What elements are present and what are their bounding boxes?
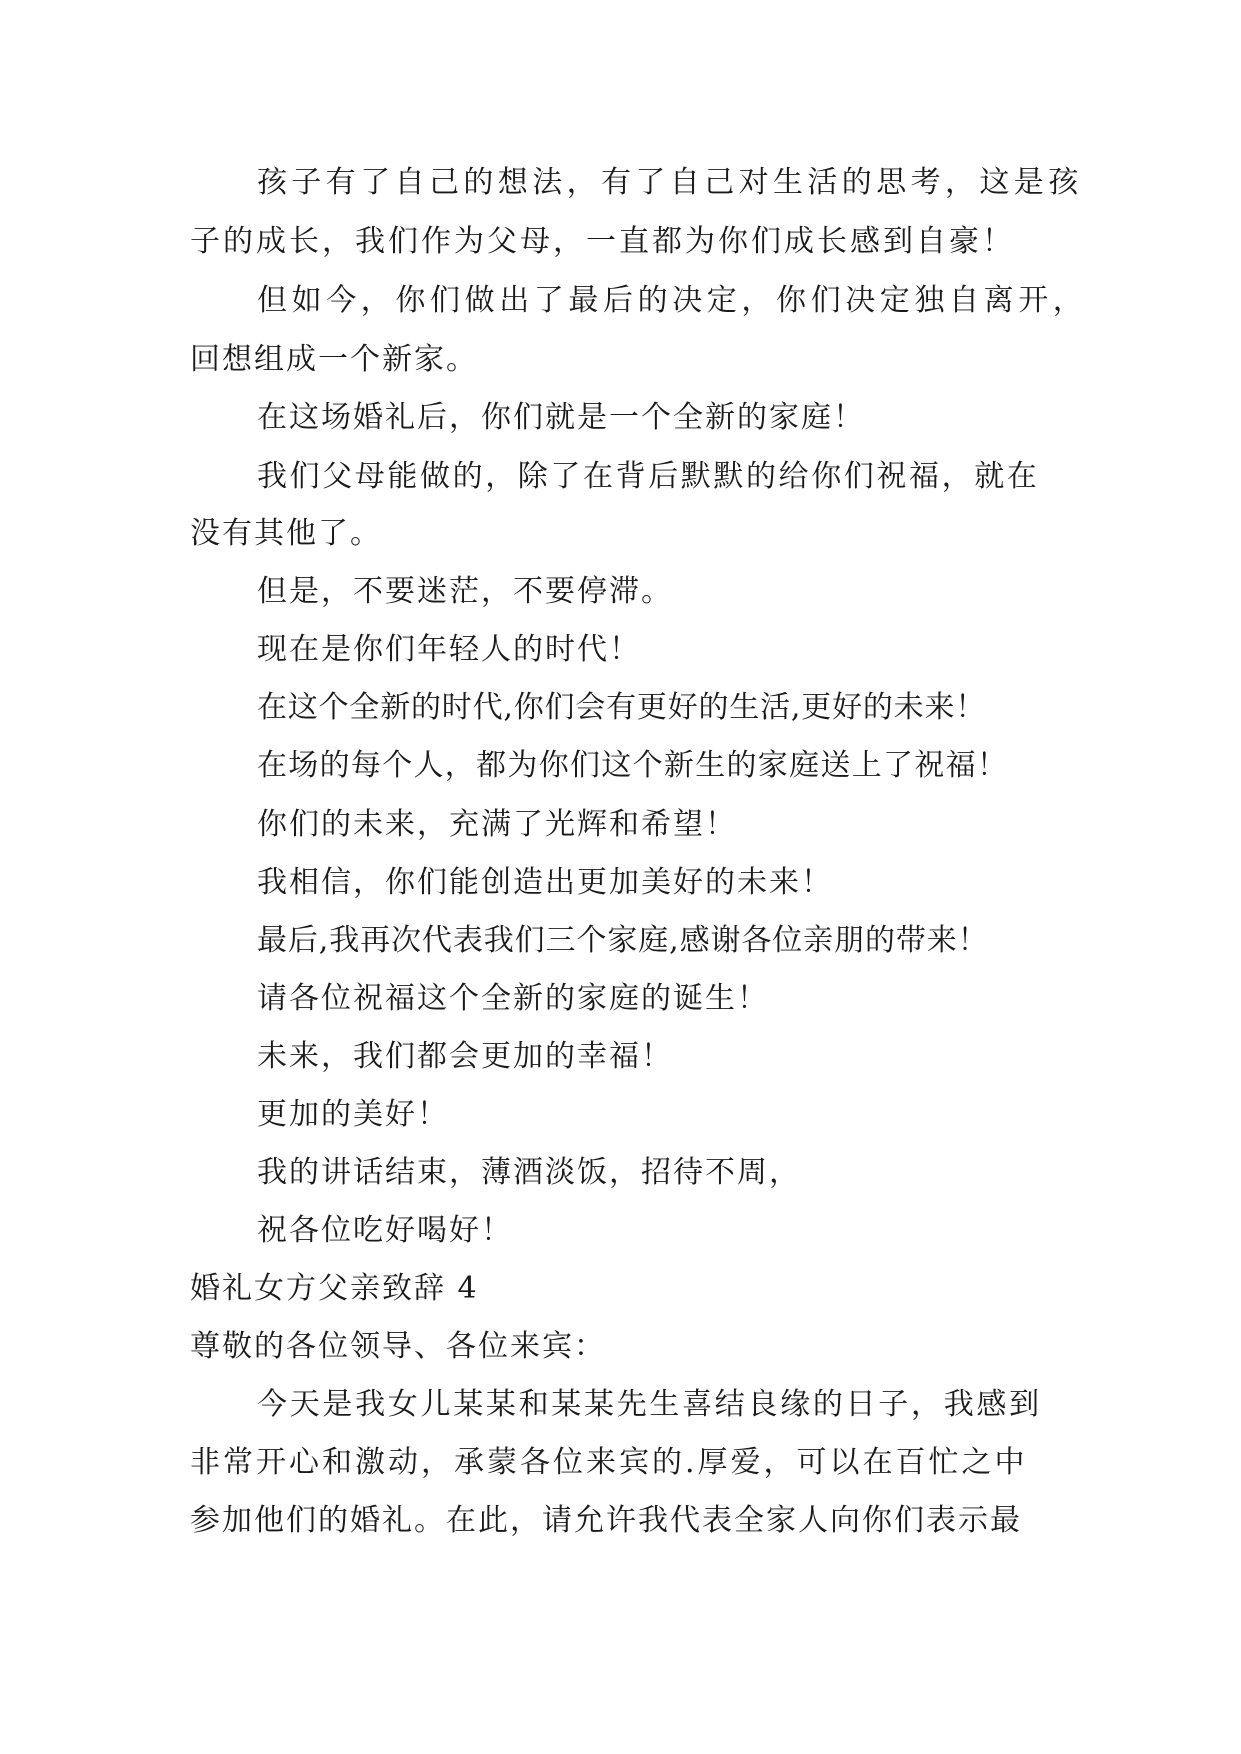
body-line: 但是，不要迷茫，不要停滞。 [257, 574, 673, 609]
body-line: 回想组成一个新家。 [190, 342, 478, 377]
body-line: 我相信，你们能创造出更加美好的未来！ [257, 865, 833, 900]
body-line: 但如今，你们做出了最后的决定，你们决定独自离开， [257, 283, 1088, 318]
section-heading: 婚礼女方父亲致辞 4 [190, 1271, 479, 1306]
body-line: 参加他们的婚礼。在此，请允许我代表全家人向你们表示最 [190, 1503, 1022, 1538]
body-line: 我的讲话结束，薄酒淡饭，招待不周， [257, 1155, 801, 1190]
body-line: 祝各位吃好喝好！ [257, 1213, 513, 1248]
body-line: 在这个全新的时代,你们会有更好的生活,更好的未来！ [257, 690, 987, 725]
salutation: 尊敬的各位领导、各位来宾： [190, 1329, 606, 1364]
body-line: 子的成长，我们作为父母，一直都为你们成长感到自豪！ [190, 224, 1015, 259]
body-line: 孩子有了自己的想法，有了自己对生活的思考，这是孩 [257, 165, 1083, 200]
body-line: 请各位祝福这个全新的家庭的诞生！ [257, 981, 769, 1016]
body-line: 更加的美好！ [257, 1097, 449, 1132]
body-line: 非常开心和激动，承蒙各位来宾的.厚爱，可以在百忙之中 [190, 1445, 1028, 1480]
body-line: 最后,我再次代表我们三个家庭,感谢各位亲朋的带来！ [257, 923, 989, 958]
body-line: 未来，我们都会更加的幸福！ [257, 1039, 673, 1074]
body-line: 在这场婚礼后，你们就是一个全新的家庭！ [257, 400, 865, 435]
body-line: 你们的未来，充满了光辉和希望！ [257, 807, 737, 842]
body-line: 现在是你们年轻人的时代！ [257, 632, 641, 667]
body-line: 我们父母能做的，除了在背后默默的给你们祝福，就在 [257, 459, 1040, 494]
body-line: 在场的每个人，都为你们这个新生的家庭送上了祝福！ [257, 748, 1009, 783]
body-line: 没有其他了。 [190, 516, 382, 551]
body-line: 今天是我女儿某某和某某先生喜结良缘的日子，我感到 [257, 1387, 1042, 1422]
